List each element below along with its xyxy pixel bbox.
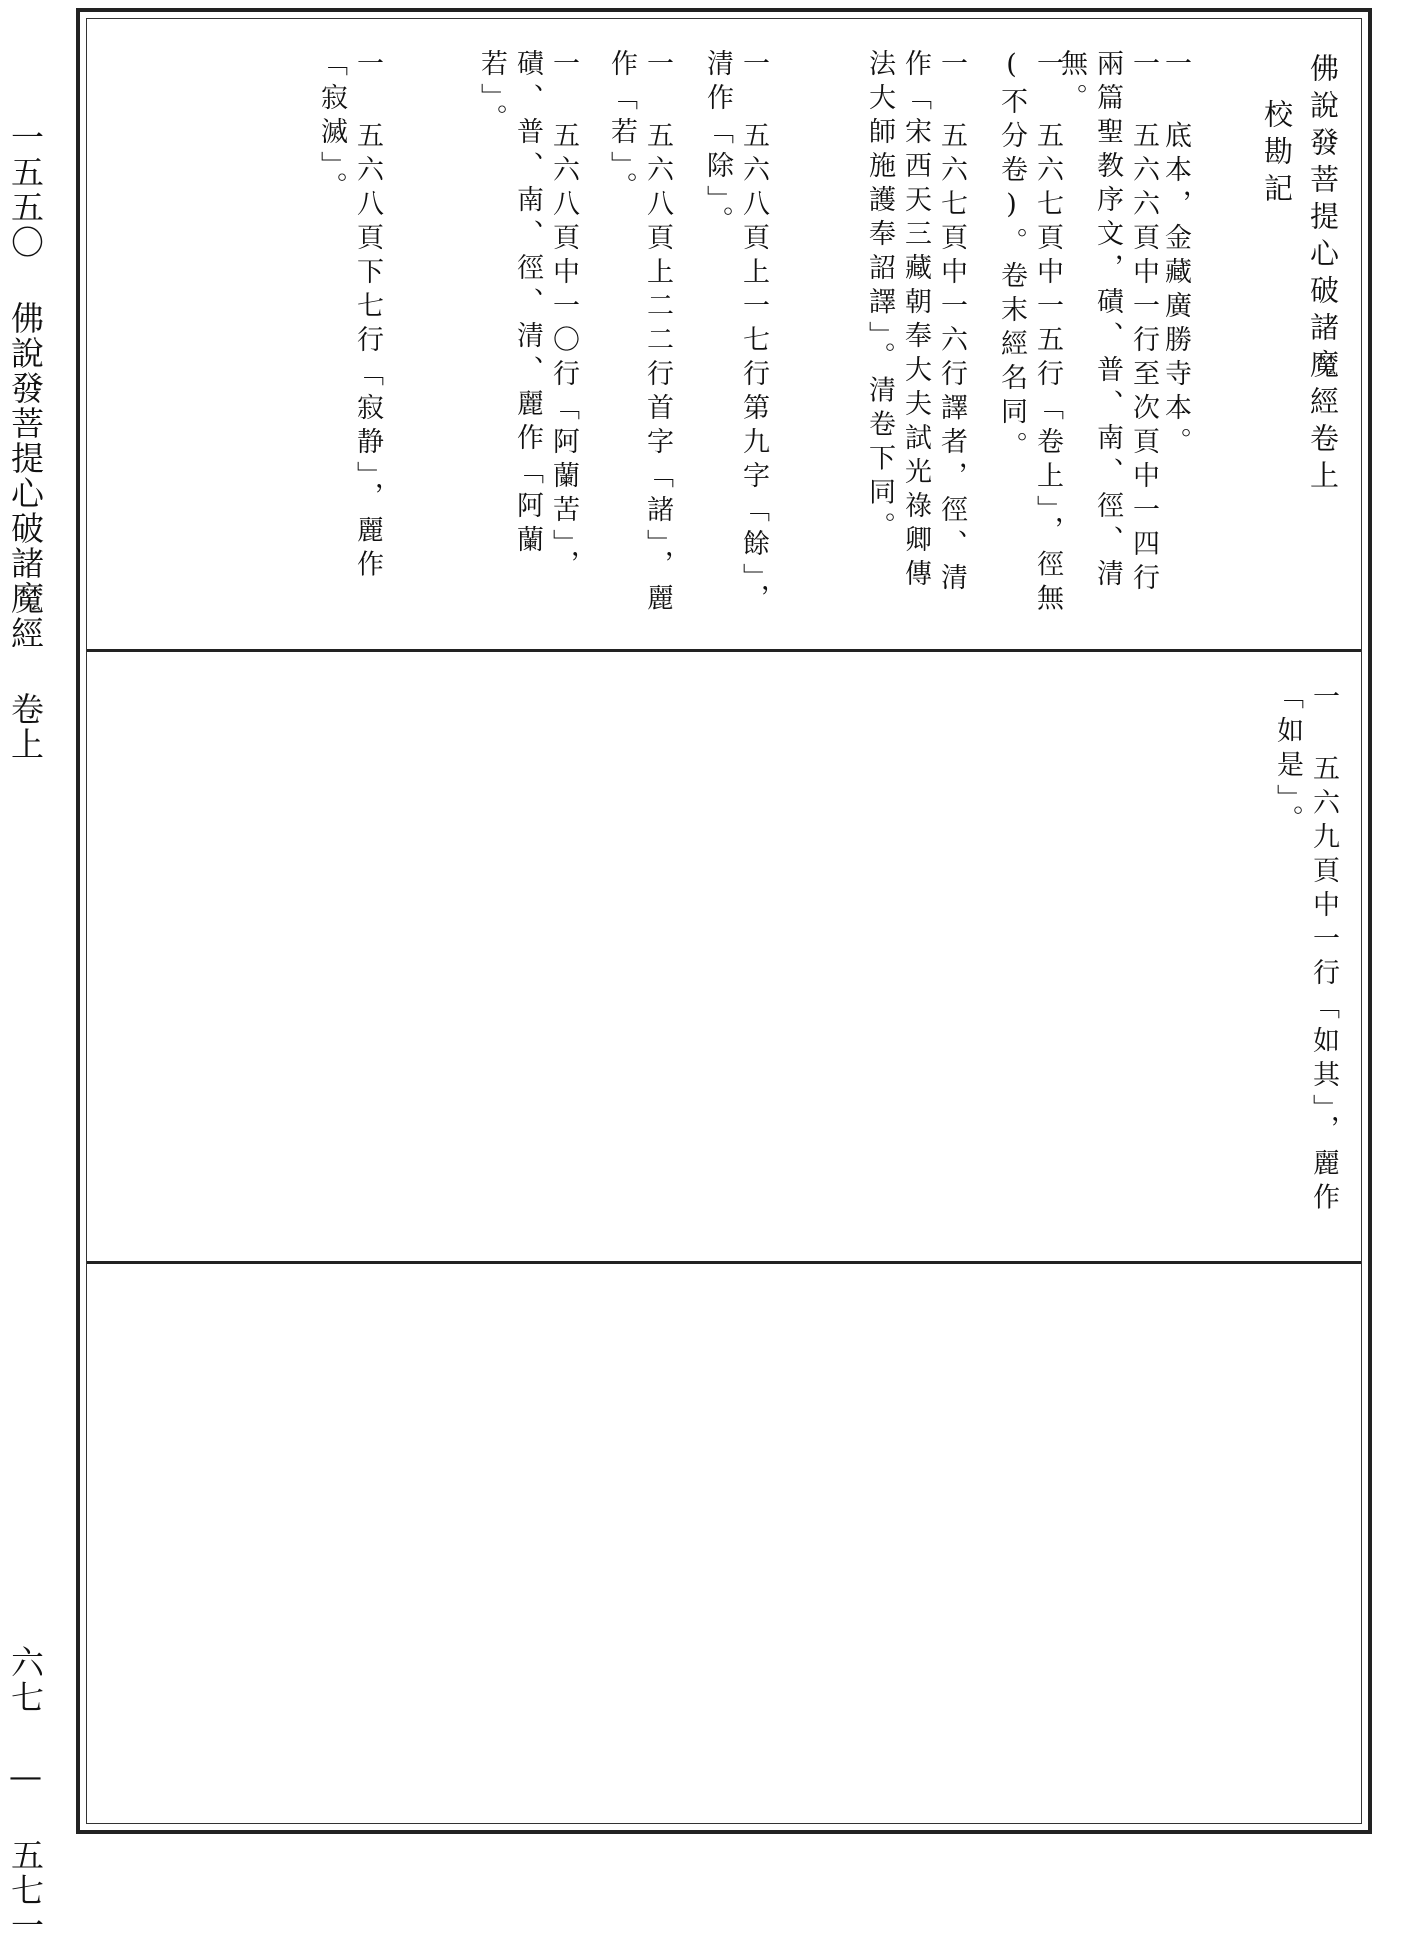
running-header	[4, 120, 46, 1943]
page-frame	[76, 8, 1372, 1834]
note-1	[1157, 49, 1193, 461]
running-header-title: 一五五〇 佛說發菩提心破諸魔經 卷上	[6, 120, 45, 762]
note-6-text: 一 五六八頁上二二行首字「諸」，麗作「若」。	[606, 49, 673, 618]
note-8	[313, 49, 385, 619]
note-2-text: 一 五六六頁中一行至次頁中一四行兩篇聖教序文，磧、普、南、徑、清無。	[1056, 49, 1159, 597]
note-mid-1	[1269, 682, 1341, 1242]
note-1-text: 一 底本，金藏廣勝寺本。	[1160, 49, 1191, 461]
register-middle	[87, 649, 1361, 1264]
note-5-text: 一 五六八頁上一七行第九字「餘」，清作「除」。	[702, 49, 769, 618]
page-frame-inner	[86, 18, 1362, 1824]
note-8-text: 一 五六八頁下七行「寂静」，麗作「寂滅」。	[316, 49, 383, 584]
register-bottom	[87, 1261, 1361, 1823]
register-top	[87, 19, 1361, 649]
note-6	[603, 49, 675, 619]
sutra-title: 佛說發菩提心破諸魔經卷上	[1306, 53, 1340, 497]
note-5	[699, 49, 771, 619]
running-header-page-ref: 六七 — 五七一	[6, 1645, 45, 1943]
note-mid-1-text: 一 五六九頁中一行「如其」，麗作「如是」。	[1272, 682, 1339, 1217]
note-2	[1053, 49, 1161, 619]
note-3-text: 一 五六七頁中一五行「卷上」，徑無(不分卷)。卷末經名同。	[996, 49, 1063, 618]
note-7-text: 一 五六八頁中一〇行「阿蘭苦」，磧、普、南、徑、清、麗作「阿蘭若」。	[476, 49, 579, 584]
note-4	[861, 49, 969, 619]
section-title: 校勘記	[1260, 99, 1294, 210]
note-4-text: 一 五六七頁中一六行譯者，徑、清作「宋西天三藏朝奉大夫試光祿卿傳法大師施護奉詔譯」。清卷下同。	[864, 49, 967, 597]
note-7	[473, 49, 581, 619]
note-3	[993, 49, 1065, 619]
